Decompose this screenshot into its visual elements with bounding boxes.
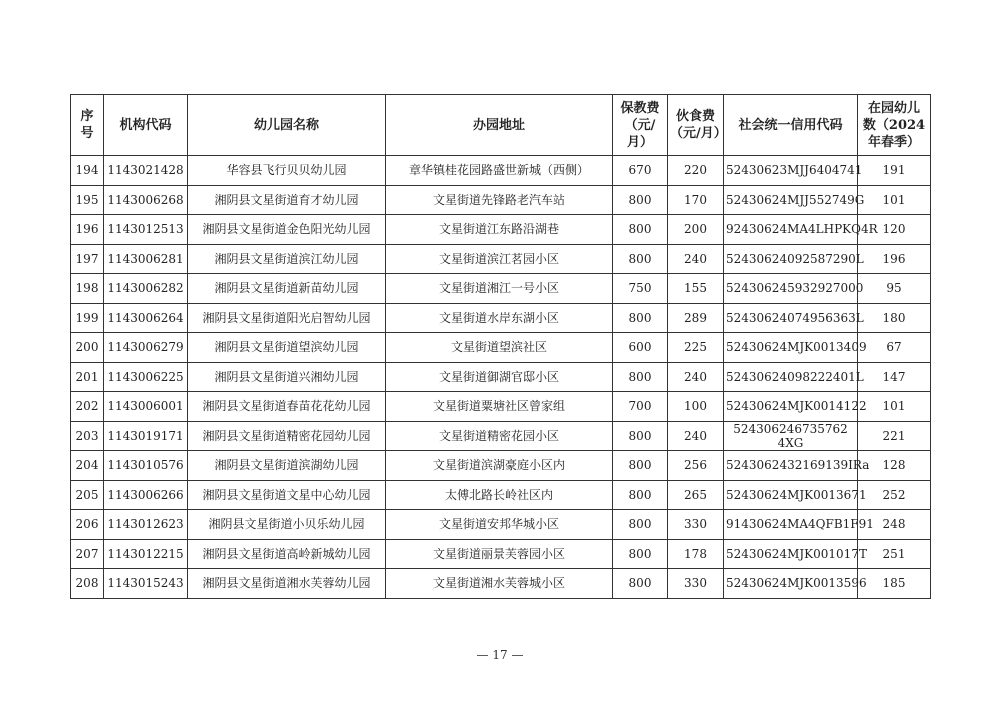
cell-enrollment: 120 [858,215,931,245]
cell-seq: 202 [71,392,104,422]
cell-seq: 201 [71,362,104,392]
cell-org-code: 1143010576 [104,451,188,481]
header-enrollment-line: 数（2024 [862,117,926,133]
cell-credit-code: 52430624MJK0014122 [724,392,858,422]
cell-credit-code: 52430624074956363L [724,303,858,333]
table-body [71,156,931,599]
cell-meal: 240 [668,362,724,392]
cell-address: 文星街道安邦华城小区 [386,510,613,540]
cell-enrollment: 248 [858,510,931,540]
cell-address: 文星街道望滨社区 [386,333,613,363]
cell-name: 湘阴县文星街道小贝乐幼儿园 [188,510,386,540]
header-seq-line: 号 [80,126,94,141]
cell-tuition: 800 [613,185,668,215]
cell-meal: 330 [668,510,724,540]
cell-tuition: 700 [613,392,668,422]
header-enrollment [858,95,931,156]
cell-credit-code: 91430624MA4QFB1F91 [724,510,858,540]
header-tuition-line: （元/月） [624,117,656,150]
table-row [71,510,931,540]
cell-credit-code: 5243062432169139IRa [724,451,858,481]
header-name: 幼儿园名称 [188,95,386,156]
cell-enrollment: 95 [858,274,931,304]
cell-credit-code: 52430624MJK001017T [724,539,858,569]
cell-meal: 240 [668,421,724,451]
table-row [71,480,931,510]
cell-address: 文星街道粟塘社区曾家组 [386,392,613,422]
table-row [71,421,931,451]
cell-address: 章华镇桂花园路盛世新城（西侧） [386,156,613,186]
cell-meal: 240 [668,244,724,274]
cell-org-code: 1143021428 [104,156,188,186]
cell-credit-code: 524306246735762 4XG [724,421,858,451]
table-row [71,215,931,245]
cell-credit-code: 52430624MJK0013671 [724,480,858,510]
cell-tuition: 800 [613,244,668,274]
table-row [71,274,931,304]
cell-seq: 197 [71,244,104,274]
cell-address: 文星街道滨湖豪庭小区内 [386,451,613,481]
cell-address: 文星街道御湖官邸小区 [386,362,613,392]
cell-meal: 330 [668,569,724,599]
cell-seq: 200 [71,333,104,363]
cell-tuition: 600 [613,333,668,363]
cell-name: 湘阴县文星街道文星中心幼儿园 [188,480,386,510]
header-seq-line: 序 [80,109,94,124]
cell-name: 湘阴县文星街道阳光启智幼儿园 [188,303,386,333]
cell-seq: 196 [71,215,104,245]
table-row [71,451,931,481]
cell-seq: 199 [71,303,104,333]
cell-address: 文星街道滨江茗园小区 [386,244,613,274]
cell-tuition: 800 [613,451,668,481]
cell-address: 文星街道湘水芙蓉城小区 [386,569,613,599]
cell-org-code: 1143012215 [104,539,188,569]
cell-name: 湘阴县文星街道春苗花花幼儿园 [188,392,386,422]
table-header-row [71,95,931,156]
cell-meal: 220 [668,156,724,186]
cell-tuition: 670 [613,156,668,186]
cell-enrollment: 101 [858,185,931,215]
cell-enrollment: 221 [858,421,931,451]
cell-org-code: 1143006225 [104,362,188,392]
cell-name: 湘阴县文星街道育才幼儿园 [188,185,386,215]
cell-enrollment: 67 [858,333,931,363]
cell-name: 湘阴县文星街道湘水芙蓉幼儿园 [188,569,386,599]
header-org-code: 机构代码 [104,95,188,156]
header-meal-line: （元/月） [670,126,727,141]
cell-enrollment: 196 [858,244,931,274]
cell-seq: 203 [71,421,104,451]
cell-name: 湘阴县文星街道精密花园幼儿园 [188,421,386,451]
cell-enrollment: 101 [858,392,931,422]
cell-name: 湘阴县文星街道望滨幼儿园 [188,333,386,363]
table-row [71,569,931,599]
cell-address: 太傅北路长岭社区内 [386,480,613,510]
cell-seq: 205 [71,480,104,510]
cell-org-code: 1143019171 [104,421,188,451]
cell-org-code: 1143006001 [104,392,188,422]
cell-meal: 256 [668,451,724,481]
cell-seq: 195 [71,185,104,215]
header-tuition-line: 保教费 [620,100,660,116]
table-row [71,303,931,333]
page-number: — 17 — [476,648,524,662]
cell-enrollment: 185 [858,569,931,599]
cell-meal: 100 [668,392,724,422]
cell-meal: 200 [668,215,724,245]
cell-tuition: 800 [613,362,668,392]
cell-address: 文星街道先锋路老汽车站 [386,185,613,215]
cell-address: 文星街道精密花园小区 [386,421,613,451]
cell-credit-code: 524306245932927000 [724,274,858,304]
header-meal-line: 伙食费 [675,109,715,124]
cell-seq: 198 [71,274,104,304]
cell-name: 湘阴县文星街道高岭新城幼儿园 [188,539,386,569]
cell-tuition: 800 [613,421,668,451]
cell-meal: 155 [668,274,724,304]
cell-org-code: 1143006282 [104,274,188,304]
cell-enrollment: 147 [858,362,931,392]
header-enrollment-line: 在园幼儿 [867,100,920,116]
cell-credit-code: 52430624MJJ552749G [724,185,858,215]
cell-meal: 225 [668,333,724,363]
cell-enrollment: 128 [858,451,931,481]
cell-seq: 204 [71,451,104,481]
cell-name: 湘阴县文星街道滨湖幼儿园 [188,451,386,481]
cell-org-code: 1143006264 [104,303,188,333]
cell-org-code: 1143012513 [104,215,188,245]
header-tuition [613,95,668,156]
cell-org-code: 1143012623 [104,510,188,540]
cell-tuition: 800 [613,215,668,245]
cell-credit-code: 52430624MJK0013596 [724,569,858,599]
cell-credit-code: 92430624MA4LHPKQ4R [724,215,858,245]
header-enrollment-line: 年春季） [867,134,920,150]
cell-enrollment: 180 [858,303,931,333]
cell-org-code: 1143006279 [104,333,188,363]
kindergarten-table [70,94,931,599]
cell-credit-code: 52430624092587290L [724,244,858,274]
cell-tuition: 750 [613,274,668,304]
cell-address: 文星街道丽景芙蓉园小区 [386,539,613,569]
cell-org-code: 1143006281 [104,244,188,274]
cell-seq: 194 [71,156,104,186]
cell-address: 文星街道水岸东湖小区 [386,303,613,333]
cell-name: 华容县飞行贝贝幼儿园 [188,156,386,186]
cell-tuition: 800 [613,539,668,569]
cell-seq: 208 [71,569,104,599]
cell-credit-code: 52430624098222401L [724,362,858,392]
table-row [71,156,931,186]
header-address: 办园地址 [386,95,613,156]
cell-tuition: 800 [613,569,668,599]
cell-credit-code: 52430623MJJ6404741 [724,156,858,186]
cell-meal: 289 [668,303,724,333]
cell-meal: 170 [668,185,724,215]
cell-address: 文星街道江东路沿湖巷 [386,215,613,245]
table-row [71,185,931,215]
cell-credit-code: 52430624MJK0013409 [724,333,858,363]
cell-tuition: 800 [613,480,668,510]
cell-address: 文星街道湘江一号小区 [386,274,613,304]
header-credit-code: 社会统一信用代码 [724,95,858,156]
cell-tuition: 800 [613,303,668,333]
cell-enrollment: 252 [858,480,931,510]
header-meal [668,95,727,156]
cell-seq: 206 [71,510,104,540]
cell-meal: 178 [668,539,724,569]
cell-org-code: 1143015243 [104,569,188,599]
table-row [71,539,931,569]
cell-name: 湘阴县文星街道新苗幼儿园 [188,274,386,304]
cell-meal: 265 [668,480,724,510]
cell-name: 湘阴县文星街道金色阳光幼儿园 [188,215,386,245]
table-row [71,244,931,274]
cell-org-code: 1143006266 [104,480,188,510]
cell-tuition: 800 [613,510,668,540]
cell-org-code: 1143006268 [104,185,188,215]
cell-enrollment: 251 [858,539,931,569]
cell-name: 湘阴县文星街道兴湘幼儿园 [188,362,386,392]
cell-enrollment: 191 [858,156,931,186]
cell-name: 湘阴县文星街道滨江幼儿园 [188,244,386,274]
table-row [71,362,931,392]
cell-seq: 207 [71,539,104,569]
table-row [71,333,931,363]
table-row [71,392,931,422]
header-seq [71,95,104,156]
